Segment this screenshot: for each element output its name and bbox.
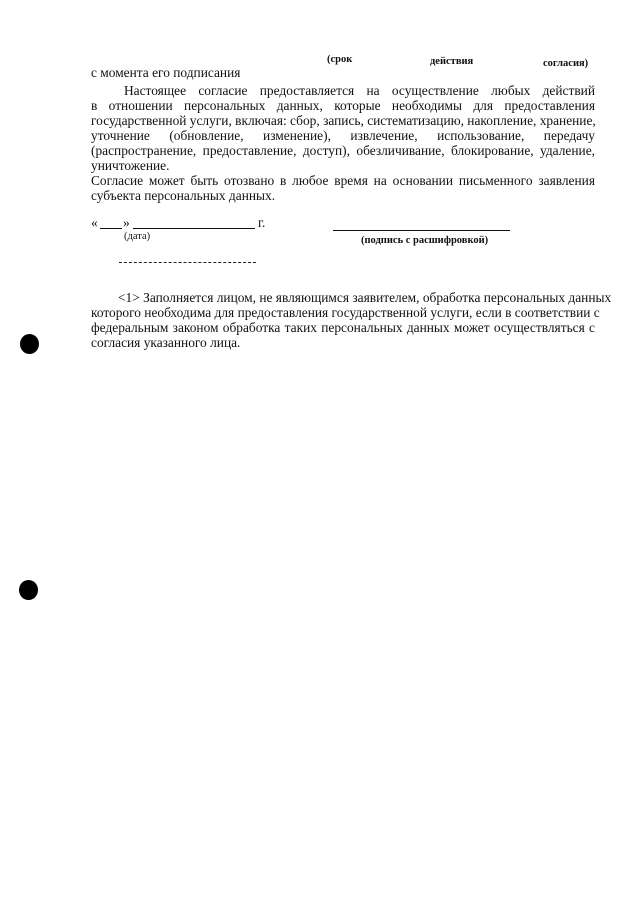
- date-month-line: [133, 228, 255, 229]
- validity-line: с момента его подписания: [91, 65, 241, 80]
- purpose-line-4: уточнение (обновление, изменение), извлечение, использование, передачу: [91, 128, 595, 143]
- term-header-middle: действия: [430, 56, 474, 67]
- term-header-open: (срок: [327, 54, 353, 65]
- punch-hole-top: [20, 334, 39, 354]
- footnote-line-1: <1> Заполняется лицом, не являющимся заявителем, обработка персональных данных: [118, 290, 612, 305]
- footnote-line-2: которого необходима для предоставления государственной услуги, если в соответствии с: [91, 305, 600, 320]
- purpose-line-5: (распространение, предоставление, доступ), обезличивание, блокирование, удаление,: [91, 143, 595, 158]
- date-caption: (дата): [124, 231, 151, 242]
- date-year-suffix: г.: [258, 215, 266, 230]
- purpose-line-1: Настоящее согласие предоставляется на осуществление любых действий: [124, 83, 595, 98]
- footnote-line-4: согласия указанного лица.: [91, 335, 241, 350]
- purpose-line-6: уничтожение.: [91, 158, 170, 173]
- footnote-separator: [119, 262, 256, 263]
- date-quote-close: »: [123, 215, 130, 230]
- date-quote-open: «: [91, 215, 98, 230]
- term-header-close: согласия): [543, 58, 589, 69]
- signature-caption: (подпись с расшифровкой): [361, 235, 489, 246]
- footnote-line-3: федеральным законом обработка таких персональных данных может осуществляться с: [91, 320, 595, 335]
- punch-hole-bottom: [19, 580, 38, 600]
- revocation-line-2: субъекта персональных данных.: [91, 188, 276, 203]
- purpose-line-3: государственной услуги, включая: сбор, запись, систематизацию, накопление, хранение,: [91, 113, 596, 128]
- date-day-line: [100, 228, 122, 229]
- purpose-line-2: в отношении персональных данных, которые необходимы для предоставления: [91, 98, 595, 113]
- signature-line: [333, 230, 510, 231]
- revocation-line-1: Согласие может быть отозвано в любое время на основании письменного заявления: [91, 173, 595, 188]
